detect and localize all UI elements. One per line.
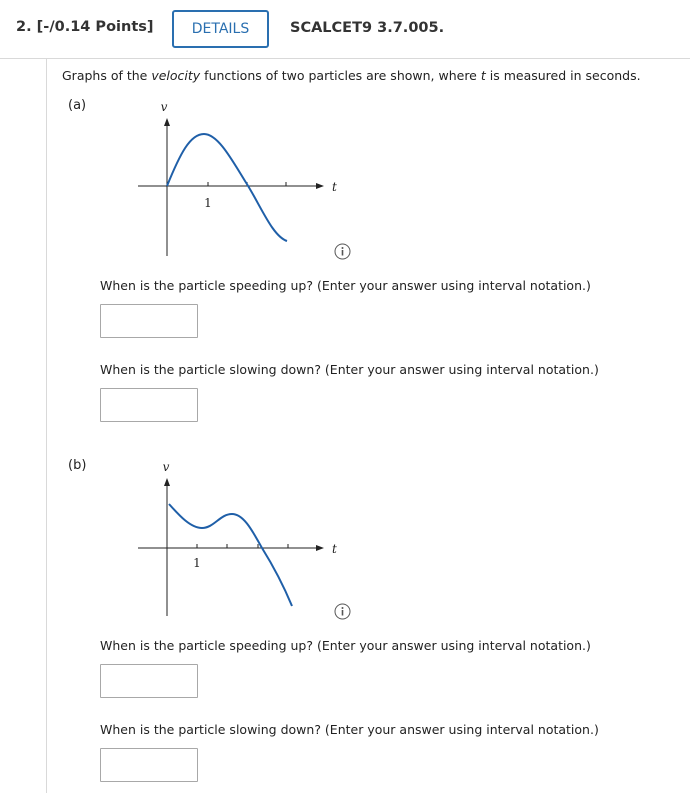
question-speeding-up-a: When is the particle speeding up? (Enter your answer using interval notation.) — [100, 278, 591, 293]
x-axis-label: t — [332, 542, 337, 556]
part-a-label: (a) — [68, 98, 87, 113]
answer-input-slowing-down-b[interactable] — [100, 748, 198, 782]
tick-label-1: 1 — [193, 556, 201, 570]
x-axis-arrow — [316, 183, 324, 189]
x-axis-arrow — [316, 545, 324, 551]
velocity-graph-b — [120, 456, 350, 618]
velocity-graph-a — [120, 96, 350, 264]
y-axis-arrow — [164, 478, 170, 486]
y-axis-label: v — [162, 460, 170, 474]
y-axis-label: v — [160, 100, 168, 114]
answer-input-slowing-down-a[interactable] — [100, 388, 198, 422]
y-axis-arrow — [164, 118, 170, 126]
question-slowing-down-b: When is the particle slowing down? (Enter your answer using interval notation.) — [100, 722, 599, 737]
content-divider — [46, 59, 47, 793]
answer-input-speeding-up-b[interactable] — [100, 664, 198, 698]
question-speeding-up-b: When is the particle speeding up? (Enter your answer using interval notation.) — [100, 638, 591, 653]
problem-intro: Graphs of the velocity functions of two particles are shown, where t is measured in seconds. — [62, 68, 641, 83]
info-icon[interactable] — [334, 243, 351, 260]
x-axis-label: t — [332, 180, 337, 194]
problem-code: SCALCET9 3.7.005. — [290, 20, 445, 36]
question-header — [0, 0, 690, 59]
velocity-curve — [169, 504, 292, 606]
details-button[interactable]: DETAILS — [172, 10, 269, 48]
question-number: 2. [-/0.14 Points] — [16, 19, 154, 35]
info-icon[interactable] — [334, 603, 351, 620]
part-b-label: (b) — [68, 458, 87, 473]
points-label: [-/0.14 Points] — [36, 19, 154, 35]
tick-label-1: 1 — [204, 196, 212, 210]
question-slowing-down-a: When is the particle slowing down? (Enter your answer using interval notation.) — [100, 362, 599, 377]
velocity-curve — [167, 134, 287, 241]
answer-input-speeding-up-a[interactable] — [100, 304, 198, 338]
